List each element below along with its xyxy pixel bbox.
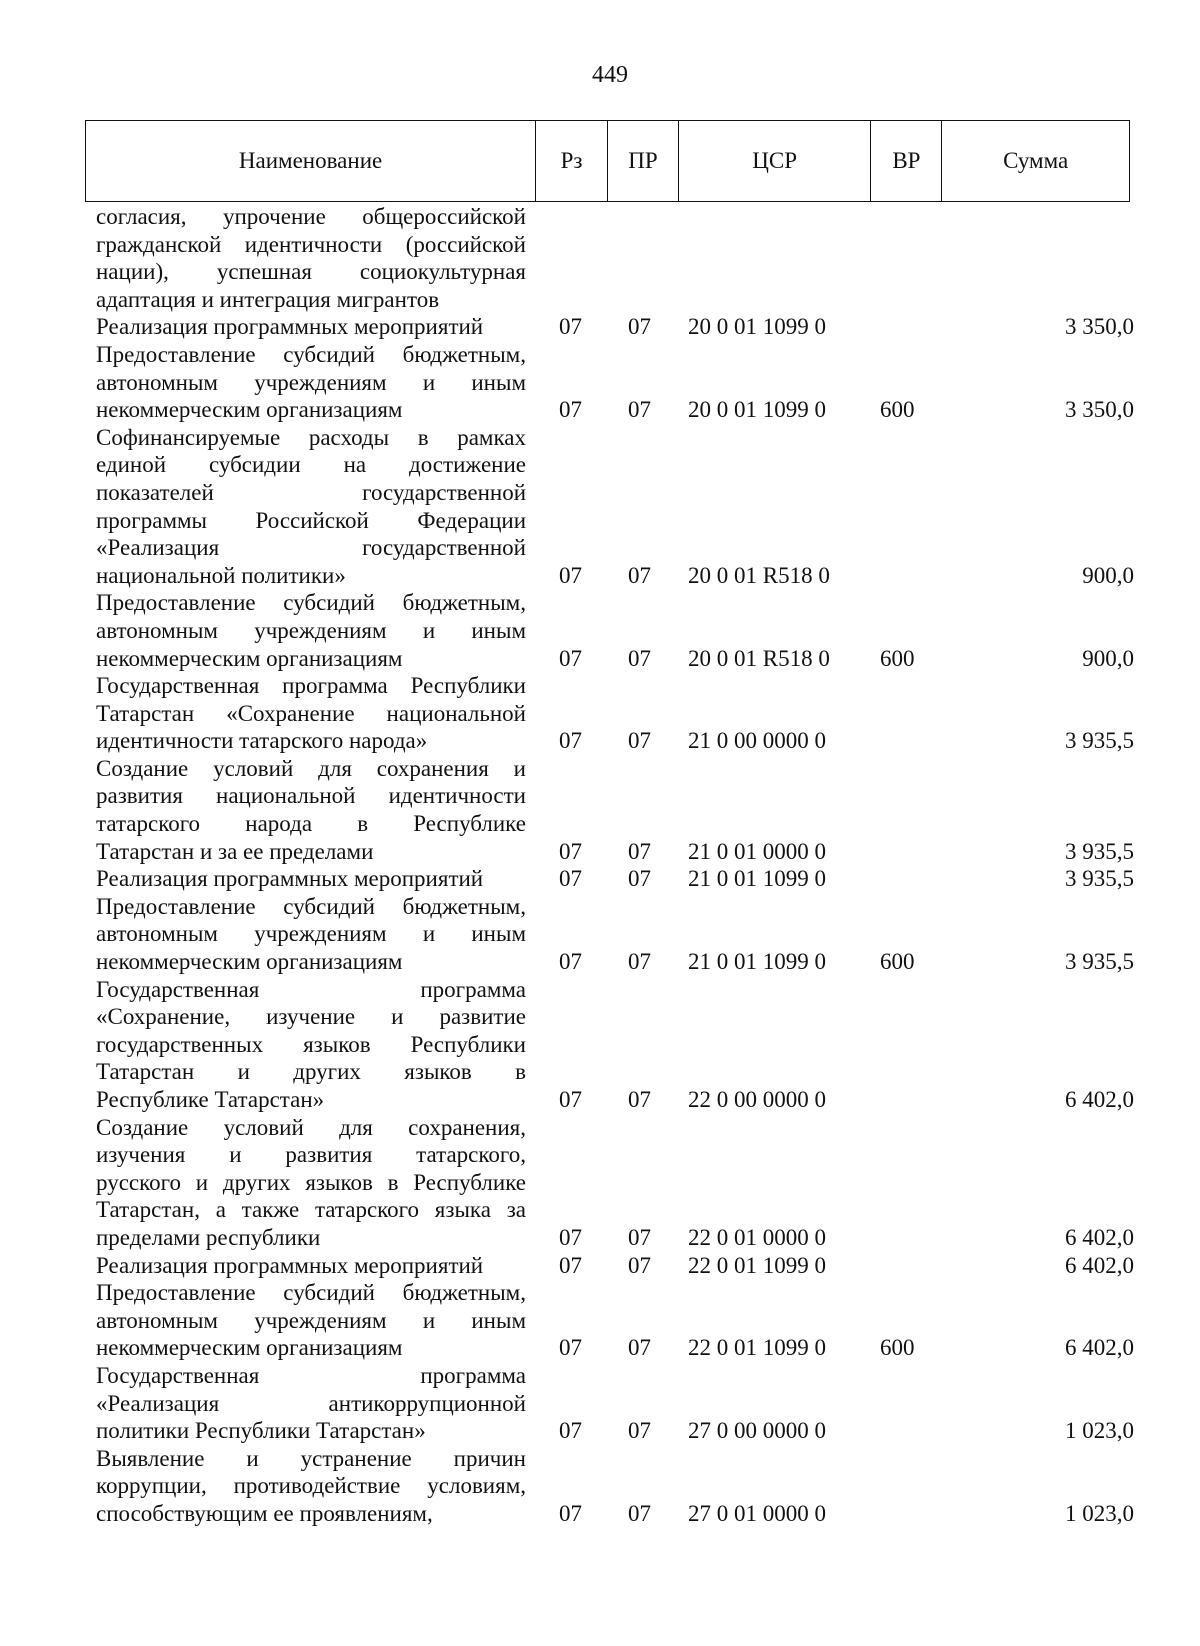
table-body (96, 203, 1146, 1528)
row-name (96, 203, 526, 313)
row-csr: 20 0 01 1099 0 (688, 314, 826, 340)
row-pr: 07 (628, 1500, 651, 1526)
row-pr: 07 (628, 1418, 651, 1444)
row-sum: 1 023,0 (1065, 1418, 1134, 1444)
row-name (96, 1279, 526, 1362)
row-vr: 600 (880, 397, 915, 423)
row-name-line: татарского народа в Республике (96, 811, 526, 837)
row-sum: 3 935,5 (1065, 728, 1134, 754)
table-row (96, 1362, 1146, 1445)
row-rz: 07 (559, 562, 582, 588)
row-name-line: Создание условий для сохранения и (96, 755, 526, 781)
table-row (96, 893, 1146, 976)
row-rz: 07 (559, 949, 582, 975)
row-name-line: некоммерческим организациям (96, 949, 403, 975)
row-name-line: автономным учреждениям и иным (96, 617, 526, 643)
table-row (96, 1445, 1146, 1528)
row-name-line: государственных языков Республики (96, 1031, 526, 1057)
table-row (96, 976, 1146, 1114)
row-name-line: идентичности татарского народа» (96, 728, 428, 754)
row-sum: 6 402,0 (1065, 1252, 1134, 1278)
row-name-line: нации), успешная социокультурная (96, 259, 526, 285)
row-name-line: Государственная программа (96, 976, 526, 1002)
table-row (96, 1114, 1146, 1252)
row-pr: 07 (628, 645, 651, 671)
row-pr: 07 (628, 949, 651, 975)
row-name-line: пределами республики (96, 1224, 321, 1250)
row-name (96, 672, 526, 755)
row-name (96, 1445, 526, 1528)
row-name-line: «Реализация антикоррупционной (96, 1390, 526, 1416)
row-name-line: коррупции, противодействие условиям, (96, 1473, 526, 1499)
row-pr: 07 (628, 397, 651, 423)
row-sum: 3 935,5 (1065, 838, 1134, 864)
header-rz: Рз (536, 121, 608, 201)
row-name-line: политики Республики Татарстан» (96, 1418, 426, 1444)
row-name-line: Татарстан, а также татарского языка за (96, 1197, 526, 1223)
row-csr: 20 0 01 R518 0 (688, 645, 830, 671)
row-name (96, 893, 526, 976)
row-pr: 07 (628, 1087, 651, 1112)
row-name-line: изучения и развития татарского, (96, 1142, 526, 1168)
table-row (96, 755, 1146, 865)
row-name-line: единой субсидии на достижение (96, 452, 526, 478)
row-name-line: Реализация программных мероприятий (96, 314, 484, 340)
row-sum: 900,0 (1082, 562, 1134, 588)
row-name-line: Республике Татарстан» (96, 1087, 325, 1112)
row-sum: 900,0 (1082, 645, 1134, 671)
row-rz: 07 (559, 1087, 582, 1112)
header-pr: ПР (608, 121, 679, 201)
row-rz: 07 (559, 397, 582, 423)
row-name-line: гражданской идентичности (российской (96, 231, 526, 257)
row-name-line: Выявление и устранение причин (96, 1445, 526, 1471)
table-row (96, 424, 1146, 590)
row-name (96, 589, 526, 672)
row-pr: 07 (628, 314, 651, 340)
row-name-line: Создание условий для сохранения, (96, 1114, 526, 1140)
row-name-line: Софинансируемые расходы в рамках (96, 424, 526, 450)
table-row (96, 865, 1146, 893)
row-name-line: Государственная программа Республики (96, 673, 526, 699)
row-pr: 07 (628, 1335, 651, 1361)
row-rz: 07 (559, 1500, 582, 1526)
row-name-line: Реализация программных мероприятий (96, 866, 484, 892)
table-row (96, 203, 1146, 313)
row-pr: 07 (628, 562, 651, 588)
row-name-line: автономным учреждениям и иным (96, 369, 526, 395)
row-csr: 21 0 01 1099 0 (688, 949, 826, 975)
row-name (96, 1362, 526, 1445)
row-name-line: русского и других языков в Республике (96, 1169, 526, 1195)
header-name: Наименование (86, 121, 536, 201)
row-sum: 6 402,0 (1065, 1335, 1134, 1361)
row-name-line: Татарстан «Сохранение национальной (96, 700, 526, 726)
row-rz: 07 (559, 1335, 582, 1361)
row-pr: 07 (628, 1224, 651, 1250)
row-name-line: автономным учреждениям и иным (96, 1307, 526, 1333)
row-sum: 1 023,0 (1065, 1500, 1134, 1526)
row-csr: 27 0 01 0000 0 (688, 1500, 826, 1526)
row-name-line: Предоставление субсидий бюджетным, (96, 590, 526, 616)
row-pr: 07 (628, 728, 651, 754)
row-csr: 22 0 00 0000 0 (688, 1087, 826, 1112)
row-name-line: Предоставление субсидий бюджетным, (96, 893, 526, 919)
row-sum: 3 935,5 (1065, 866, 1134, 892)
row-name-line: Предоставление субсидий бюджетным, (96, 1280, 526, 1306)
row-name-line: Татарстан и за ее пределами (96, 838, 374, 864)
row-name-line: программы Российской Федерации (96, 507, 526, 533)
row-name-line: согласия, упрочение общероссийской (96, 204, 526, 229)
row-rz: 07 (559, 838, 582, 864)
header-sum: Сумма (1003, 148, 1069, 173)
row-name-line: Государственная программа (96, 1362, 526, 1388)
row-name (96, 755, 526, 865)
row-sum: 3 935,5 (1065, 949, 1134, 975)
row-csr: 22 0 01 0000 0 (688, 1224, 826, 1250)
row-pr: 07 (628, 866, 651, 892)
table-row (96, 313, 1146, 341)
table-row (96, 672, 1146, 755)
row-rz: 07 (559, 1224, 582, 1250)
row-csr: 20 0 01 R518 0 (688, 562, 830, 588)
row-csr: 21 0 01 0000 0 (688, 838, 826, 864)
row-rz: 07 (559, 728, 582, 754)
table-row (96, 341, 1146, 424)
row-name-line: показателей государственной (96, 479, 526, 505)
row-name-line: некоммерческим организациям (96, 1335, 403, 1361)
row-name-line: автономным учреждениям и иным (96, 921, 526, 947)
row-name (96, 424, 526, 590)
row-rz: 07 (559, 645, 582, 671)
row-name-line: способствующим ее проявлениям, (96, 1500, 433, 1526)
row-pr: 07 (628, 838, 651, 864)
row-name-line: национальной политики» (96, 562, 346, 588)
row-name-line: Реализация программных мероприятий (96, 1252, 484, 1278)
row-rz: 07 (559, 1252, 582, 1278)
row-name-line: Татарстан и других языков в (96, 1059, 526, 1085)
row-sum: 3 350,0 (1065, 397, 1134, 423)
row-pr: 07 (628, 1252, 651, 1278)
row-name-line: адаптация и интеграция мигрантов (96, 286, 440, 312)
row-sum: 6 402,0 (1065, 1224, 1134, 1250)
row-sum: 6 402,0 (1065, 1087, 1134, 1112)
row-csr: 21 0 00 0000 0 (688, 728, 826, 754)
row-csr: 21 0 01 1099 0 (688, 866, 826, 892)
row-vr: 600 (880, 949, 915, 975)
row-name-line: некоммерческим организациям (96, 397, 403, 423)
row-name (96, 341, 526, 424)
row-rz: 07 (559, 866, 582, 892)
row-name-line: развития национальной идентичности (96, 783, 526, 809)
table-row (96, 589, 1146, 672)
row-rz: 07 (559, 314, 582, 340)
row-name (96, 976, 526, 1114)
table-header (85, 120, 1130, 202)
header-vr: ВР (871, 121, 942, 201)
row-name-line: некоммерческим организациям (96, 645, 403, 671)
row-csr: 27 0 00 0000 0 (688, 1418, 826, 1444)
table-row (96, 1252, 1146, 1280)
row-csr: 22 0 01 1099 0 (688, 1252, 826, 1278)
row-name (96, 1114, 526, 1252)
row-rz: 07 (559, 1418, 582, 1444)
row-csr: 22 0 01 1099 0 (688, 1335, 826, 1361)
row-sum: 3 350,0 (1065, 314, 1134, 340)
row-vr: 600 (880, 645, 915, 671)
row-name (96, 1252, 526, 1280)
row-name (96, 865, 526, 893)
page-number: 449 (592, 62, 628, 88)
header-csr: ЦСР (679, 121, 872, 201)
row-vr: 600 (880, 1335, 915, 1361)
row-name-line: «Сохранение, изучение и развитие (96, 1004, 526, 1030)
row-name-line: «Реализация государственной (96, 535, 526, 561)
row-csr: 20 0 01 1099 0 (688, 397, 826, 423)
table-row (96, 1279, 1146, 1362)
row-name (96, 313, 526, 341)
row-name-line: Предоставление субсидий бюджетным, (96, 341, 526, 367)
